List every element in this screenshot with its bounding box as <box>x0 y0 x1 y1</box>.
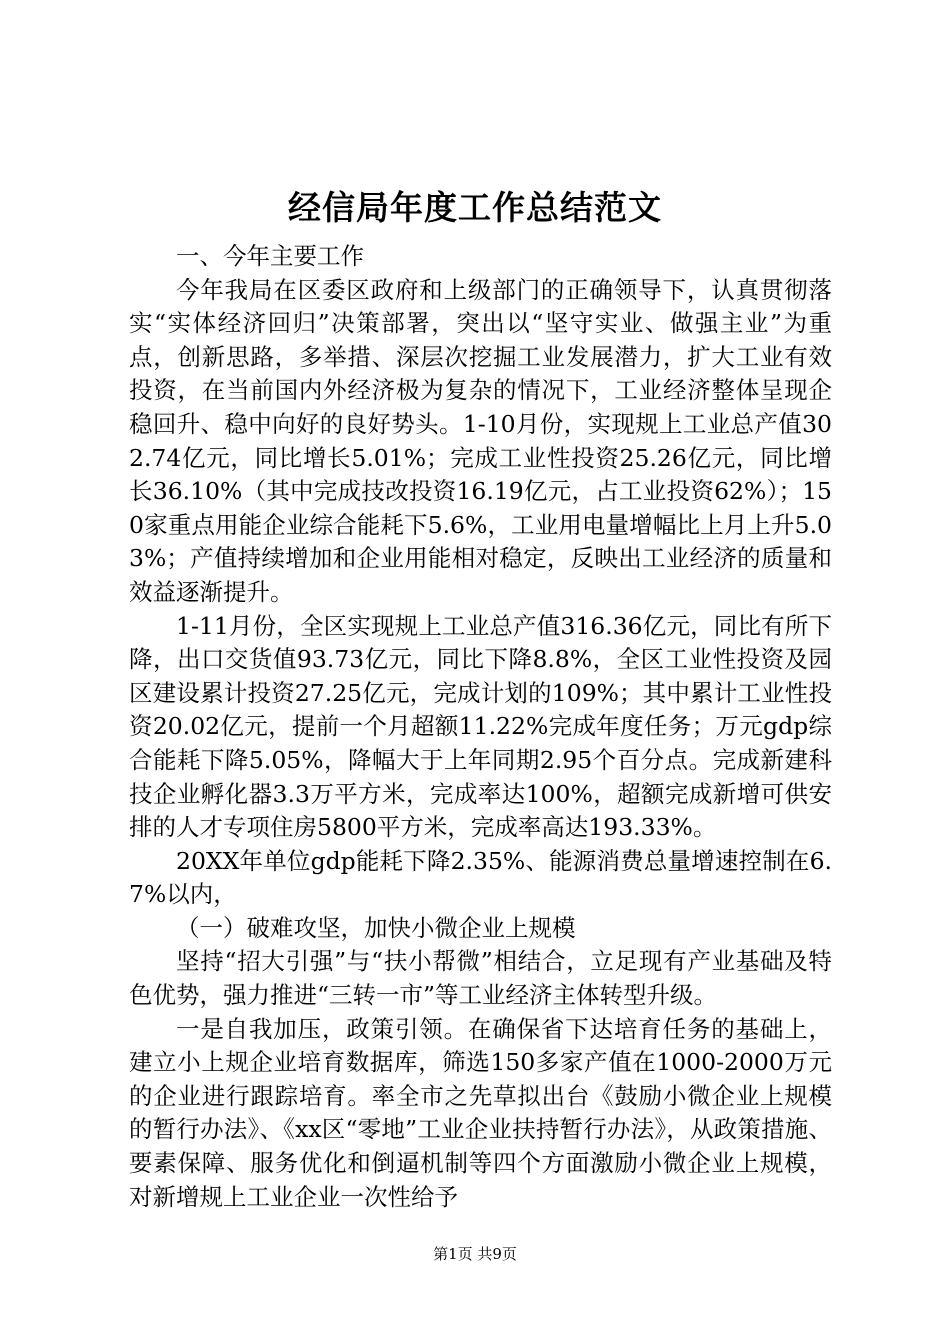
body-paragraph: 一是自我加压，政策引领。在确保省下达培育任务的基础上，建立小上规企业培育数据库，筛选150多家产值在1000-2000万元的企业进行跟踪培育。率全市之先草拟出台《鼓励小微企业上规模的暂行办法》、《xx区“零地”工业企业扶持暂行办法》，从政策措施、要素保障、服务优化和倒逼机制等四个方面激励小微企业上规模，对新增规上工业企业一次性给予 <box>129 1014 832 1211</box>
body-paragraph: 坚持“招大引强”与“扶小帮微”相结合，立足现有产业基础及特色优势，强力推进“三转一市”等工业经济主体转型升级。 <box>129 947 832 1010</box>
subsection-heading: （一）破难攻坚，加快小微企业上规模 <box>176 913 576 942</box>
body-paragraph: 今年我局在区委区政府和上级部门的正确领导下，认真贯彻落实“实体经济回归”决策部署，突出以“坚守实业、做强主业”为重点，创新思路，多举措、深层次挖掘工业发展潜力，扩大工业有效投资，在当前国内外经济极为复杂的情况下，工业经济整体呈现企稳回升、稳中向好的良好势头。1-10月份，实现规上工业总产值302.74亿元，同比增长5.01%；完成工业性投资25.26亿元，同比增长36.10%（其中完成技改投资16.19亿元，占工业投资62%）；150家重点用能企业综合能耗下5.6%，工业用电量增幅比上月上升5.03%；产值持续增加和企业用能相对稳定，反映出工业经济的质量和效益逐渐提升。 <box>129 275 832 606</box>
document-body <box>129 240 832 1214</box>
document-title: 经信局年度工作总结范文 <box>288 188 662 227</box>
section-heading: 一、今年主要工作 <box>176 242 364 270</box>
body-paragraph: 20XX年单位gdp能耗下降2.35%、能源消费总量增速控制在6.7%以内， <box>129 846 832 909</box>
body-paragraph: 1-11月份，全区实现规上工业总产值316.36亿元，同比有所下降，出口交货值93.73亿元，同比下降8.8%，全区工业性投资及园区建设累计投资27.25亿元，完成计划的109%；其中累计工业性投资20.02亿元，提前一个月超额11.22%完成年度任务；万元gdp综合能耗下降5.05%，降幅大于上年同期2.95个百分点。完成新建科技企业孵化器3.3万平方米，完成率达100%，超额完成新增可供安排的人才专项住房5800平方米，完成率高达193.33%。 <box>129 611 832 842</box>
page-footer: 第1页 共9页 <box>433 1245 517 1263</box>
